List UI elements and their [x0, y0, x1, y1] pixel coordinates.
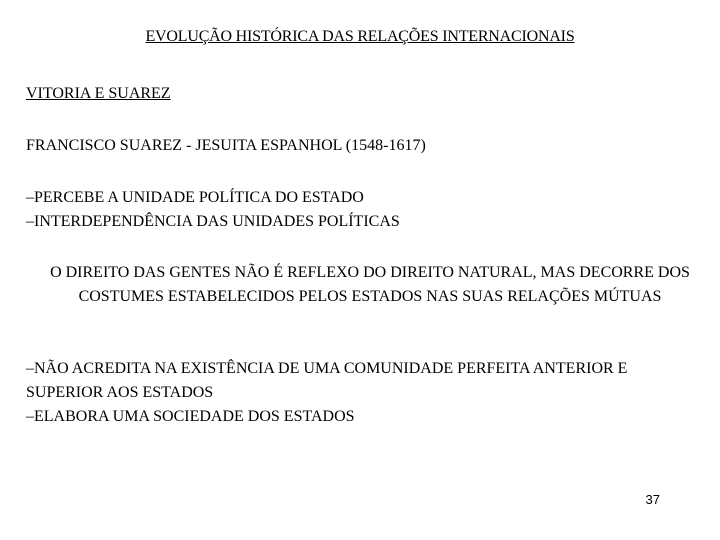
list-item: –ELABORA UMA SOCIEDADE DOS ESTADOS	[26, 408, 355, 425]
points-list-2	[26, 357, 666, 429]
points-list-1	[26, 186, 400, 234]
list-item: –INTERDEPENDÊNCIA DAS UNIDADES POLÍTICAS	[26, 213, 400, 230]
slide-title: EVOLUÇÃO HISTÓRICA DAS RELAÇÕES INTERNACIONAIS	[145, 28, 575, 45]
slide-subtitle: VITORIA E SUAREZ	[26, 85, 171, 102]
list-item: –PERCEBE A UNIDADE POLÍTICA DO ESTADO	[26, 189, 364, 206]
central-statement: O DIREITO DAS GENTES NÃO É REFLEXO DO DIREITO NATURAL, MAS DECORRE DOS COSTUMES ESTABELECIDOS PELOS ESTADOS NAS SUAS RELAÇÕES MÚTUAS	[50, 264, 690, 305]
list-item: –NÃO ACREDITA NA EXISTÊNCIA DE UMA COMUNIDADE PERFEITA ANTERIOR E SUPERIOR AOS ESTADOS	[26, 360, 628, 401]
author-line: FRANCISCO SUAREZ - JESUITA ESPANHOL (1548-1617)	[26, 137, 426, 154]
page-number: 37	[645, 492, 660, 507]
